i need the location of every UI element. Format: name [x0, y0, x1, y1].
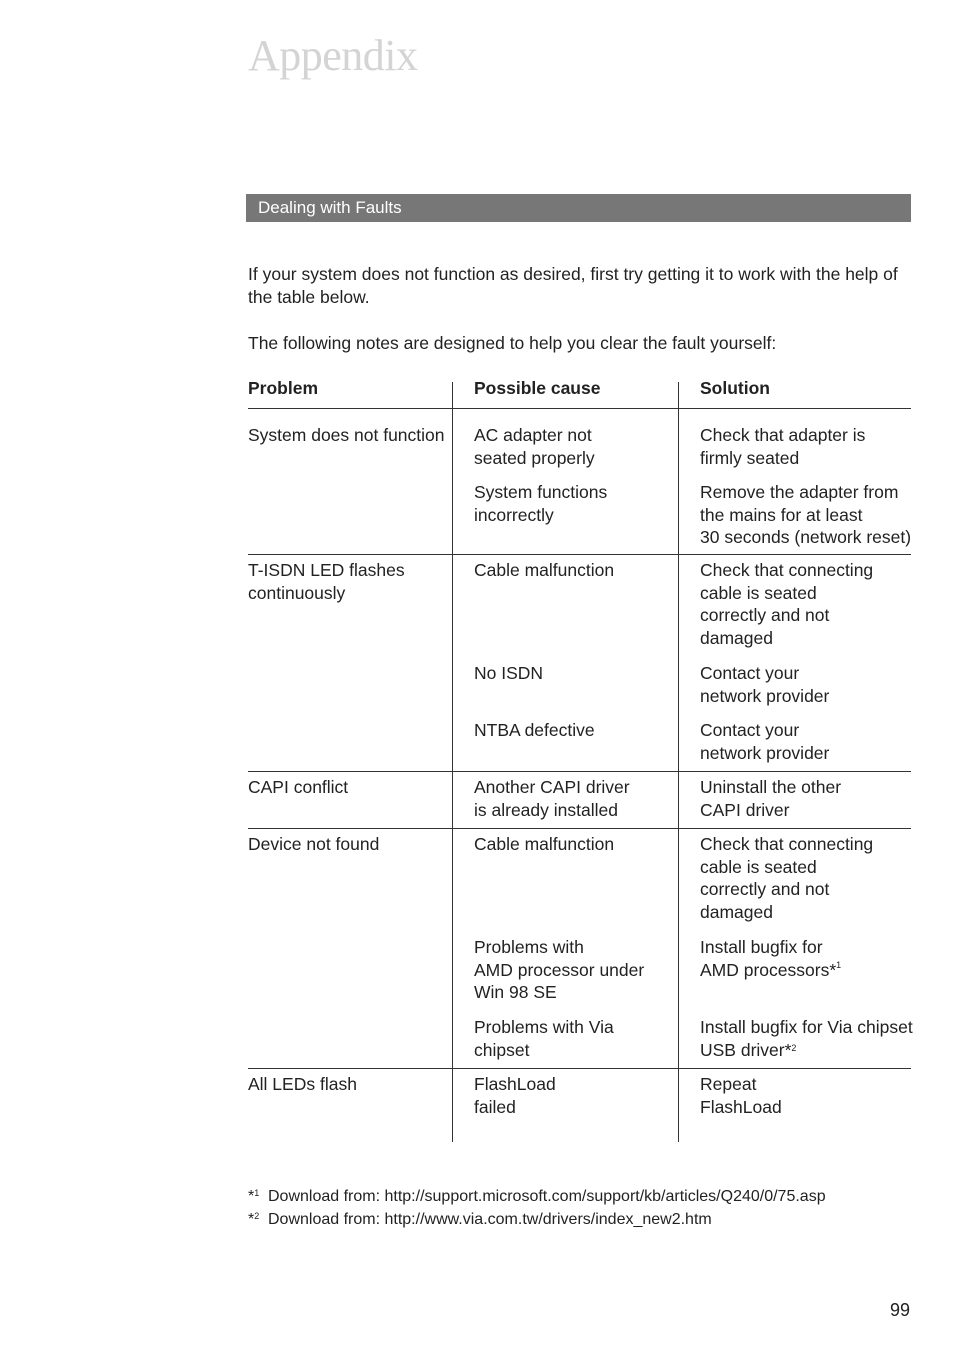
fault-table [248, 377, 911, 1143]
footnote-ref: 1 [836, 959, 842, 970]
solution-text: Install bugfix for AMD processors*$^1$ [700, 937, 842, 980]
table-row-group [248, 829, 911, 1069]
cause-text: System functions incorrectly [474, 482, 608, 525]
page-number: 99 [890, 1300, 911, 1320]
header-problem: Problem [248, 378, 319, 398]
solution-text: Check that connecting cable is seated correctly and not damaged [700, 834, 874, 922]
cause-text: AC adapter not seated properly [474, 425, 595, 468]
problem-text: CAPI conflict [248, 777, 349, 797]
page-heading: Appendix [248, 31, 418, 80]
cause-text: NTBA defective [474, 720, 595, 740]
problem-text: All LEDs flash [248, 1074, 357, 1094]
footnote-text: Download from: http://support.microsoft.com/support/kb/articles/Q240/0/75.asp [268, 1188, 826, 1205]
cause-text: Cable malfunction [474, 560, 615, 580]
table-row-group [248, 555, 911, 772]
problem-text: T-ISDN LED flashes continuously [248, 560, 405, 603]
intro-paragraph-1: If your system does not function as desired, first try getting it to work with the help of the table below. [248, 264, 898, 307]
solution-text: Remove the adapter from the mains for at least 30 seconds (network reset) [700, 482, 912, 548]
cause-text: Problems with AMD processor under Win 98 SE [474, 937, 645, 1003]
problem-text: System does not function [248, 425, 445, 445]
cause-text: Another CAPI driver is already installed [474, 777, 630, 820]
solution-text: Check that connecting cable is seated correctly and not damaged [700, 560, 874, 648]
footnote-text: Download from: http://www.via.com.tw/drivers/index_new2.htm [268, 1211, 712, 1228]
header-solution: Solution [700, 378, 770, 398]
solution-text: Uninstall the other CAPI driver [700, 777, 842, 820]
footnote-marker: *$^2$ [248, 1211, 260, 1228]
solution-text: Contact your network provider [700, 663, 830, 706]
cause-text: No ISDN [474, 663, 544, 683]
table-header [248, 377, 911, 409]
problem-text: Device not found [248, 834, 380, 854]
table-row-group [248, 1069, 911, 1143]
solution-text: Install bugfix for Via chipset USB driver*$^2$ [700, 1017, 913, 1060]
table-row-group [248, 409, 911, 555]
intro-paragraph-2: The following notes are designed to help you clear the fault yourself: [248, 333, 777, 353]
footnote [248, 1187, 826, 1207]
footnote-marker: *$^1$ [248, 1188, 260, 1205]
footnote [248, 1210, 712, 1230]
header-possible-cause: Possible cause [474, 378, 601, 398]
solution-text: Check that adapter is firmly seated [700, 425, 866, 468]
table-row-group [248, 772, 911, 829]
footnote-ref: 2 [791, 1042, 797, 1053]
cause-text: FlashLoad failed [474, 1074, 556, 1117]
cause-text: Problems with Via chipset [474, 1017, 614, 1060]
solution-text: Repeat FlashLoad [700, 1074, 782, 1117]
section-title: Dealing with Faults [246, 194, 911, 222]
solution-text: Contact your network provider [700, 720, 830, 763]
cause-text: Cable malfunction [474, 834, 615, 854]
